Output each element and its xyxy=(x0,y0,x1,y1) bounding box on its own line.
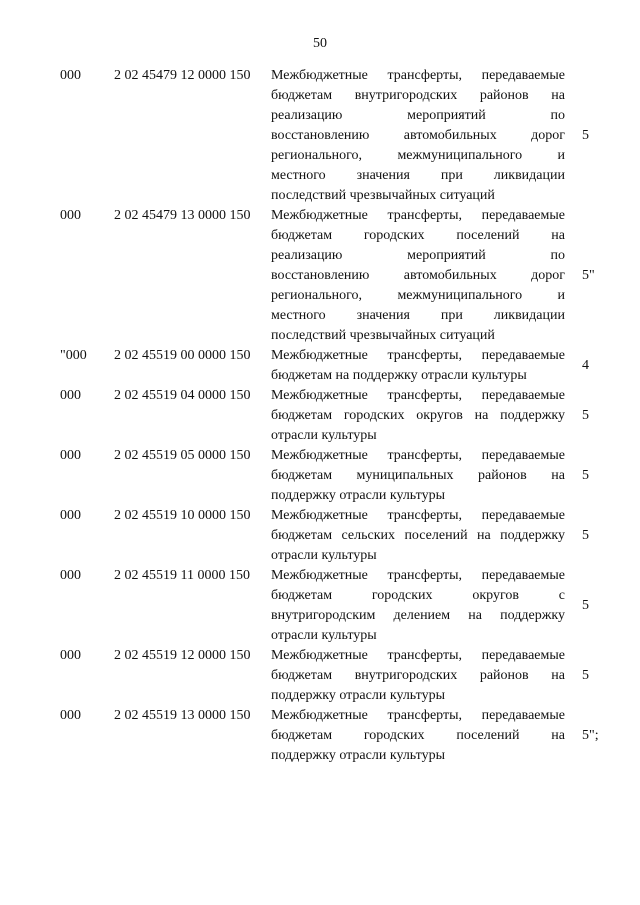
allocation-norm: 5 xyxy=(582,128,589,143)
budget-classification-code: 2 02 45519 05 0000 150 xyxy=(114,448,251,463)
description-line: Межбюджетные трансферты, передаваемые xyxy=(271,508,565,523)
description-line: регионального, межмуниципального и xyxy=(271,288,565,303)
budget-classification-code: 2 02 45519 04 0000 150 xyxy=(114,388,251,403)
admin-code: 000 xyxy=(60,648,81,663)
description-line: реализацию мероприятий по xyxy=(271,248,565,263)
description-line: бюджетам на поддержку отрасли культуры xyxy=(271,368,527,383)
description-line: Межбюджетные трансферты, передаваемые xyxy=(271,568,565,583)
income-description xyxy=(271,206,565,346)
income-description xyxy=(271,506,565,566)
allocation-norm: 5 xyxy=(582,408,589,423)
allocation-norm: 4 xyxy=(582,358,589,373)
income-description xyxy=(271,706,565,766)
allocation-norm: 5" xyxy=(582,268,595,283)
budget-classification-code: 2 02 45519 11 0000 150 xyxy=(114,568,250,583)
description-line: Межбюджетные трансферты, передаваемые xyxy=(271,68,565,83)
admin-code: 000 xyxy=(60,68,81,83)
description-line: Межбюджетные трансферты, передаваемые xyxy=(271,448,565,463)
description-line: бюджетам внутригородских районов на xyxy=(271,668,565,683)
budget-classification-code: 2 02 45519 13 0000 150 xyxy=(114,708,251,723)
description-line: последствий чрезвычайных ситуаций xyxy=(271,188,495,203)
description-line: поддержку отрасли культуры xyxy=(271,488,446,503)
admin-code: 000 xyxy=(60,388,81,403)
description-line: бюджетам городских округов на поддержку xyxy=(271,408,565,423)
description-line: отрасли культуры xyxy=(271,428,377,443)
description-line: Межбюджетные трансферты, передаваемые xyxy=(271,208,565,223)
description-line: последствий чрезвычайных ситуаций xyxy=(271,328,495,343)
description-line: отрасли культуры xyxy=(271,628,377,643)
admin-code: 000 xyxy=(60,508,81,523)
admin-code: 000 xyxy=(60,568,81,583)
admin-code: 000 xyxy=(60,208,81,223)
allocation-norm: 5 xyxy=(582,598,589,613)
allocation-norm: 5 xyxy=(582,668,589,683)
description-line: реализацию мероприятий по xyxy=(271,108,565,123)
description-line: Межбюджетные трансферты, передаваемые xyxy=(271,648,565,663)
page-number: 50 xyxy=(313,36,327,51)
budget-classification-code: 2 02 45479 12 0000 150 xyxy=(114,68,251,83)
income-description xyxy=(271,66,565,206)
description-line: бюджетам сельских поселений на поддержку xyxy=(271,528,565,543)
description-line: местного значения при ликвидации xyxy=(271,308,565,323)
description-line: бюджетам городских округов с xyxy=(271,588,565,603)
allocation-norm: 5 xyxy=(582,468,589,483)
income-description xyxy=(271,346,565,386)
allocation-norm: 5"; xyxy=(582,728,599,743)
description-line: местного значения при ликвидации xyxy=(271,168,565,183)
description-line: бюджетам муниципальных районов на xyxy=(271,468,565,483)
description-line: бюджетам внутригородских районов на xyxy=(271,88,565,103)
budget-classification-code: 2 02 45519 10 0000 150 xyxy=(114,508,251,523)
income-description xyxy=(271,646,565,706)
description-line: Межбюджетные трансферты, передаваемые xyxy=(271,708,565,723)
description-line: внутригородским делением на поддержку xyxy=(271,608,565,623)
budget-classification-code: 2 02 45519 00 0000 150 xyxy=(114,348,251,363)
description-line: отрасли культуры xyxy=(271,548,377,563)
description-line: Межбюджетные трансферты, передаваемые xyxy=(271,388,565,403)
description-line: поддержку отрасли культуры xyxy=(271,748,446,763)
admin-code: 000 xyxy=(60,448,81,463)
description-line: восстановлению автомобильных дорог xyxy=(271,128,565,143)
budget-classification-code: 2 02 45479 13 0000 150 xyxy=(114,208,251,223)
description-line: Межбюджетные трансферты, передаваемые xyxy=(271,348,565,363)
income-description xyxy=(271,446,565,506)
description-line: бюджетам городских поселений на xyxy=(271,228,565,243)
income-description xyxy=(271,386,565,446)
admin-code: "000 xyxy=(60,348,87,363)
budget-classification-code: 2 02 45519 12 0000 150 xyxy=(114,648,251,663)
description-line: бюджетам городских поселений на xyxy=(271,728,565,743)
allocation-norm: 5 xyxy=(582,528,589,543)
admin-code: 000 xyxy=(60,708,81,723)
description-line: регионального, межмуниципального и xyxy=(271,148,565,163)
income-description xyxy=(271,566,565,646)
description-line: поддержку отрасли культуры xyxy=(271,688,446,703)
description-line: восстановлению автомобильных дорог xyxy=(271,268,565,283)
